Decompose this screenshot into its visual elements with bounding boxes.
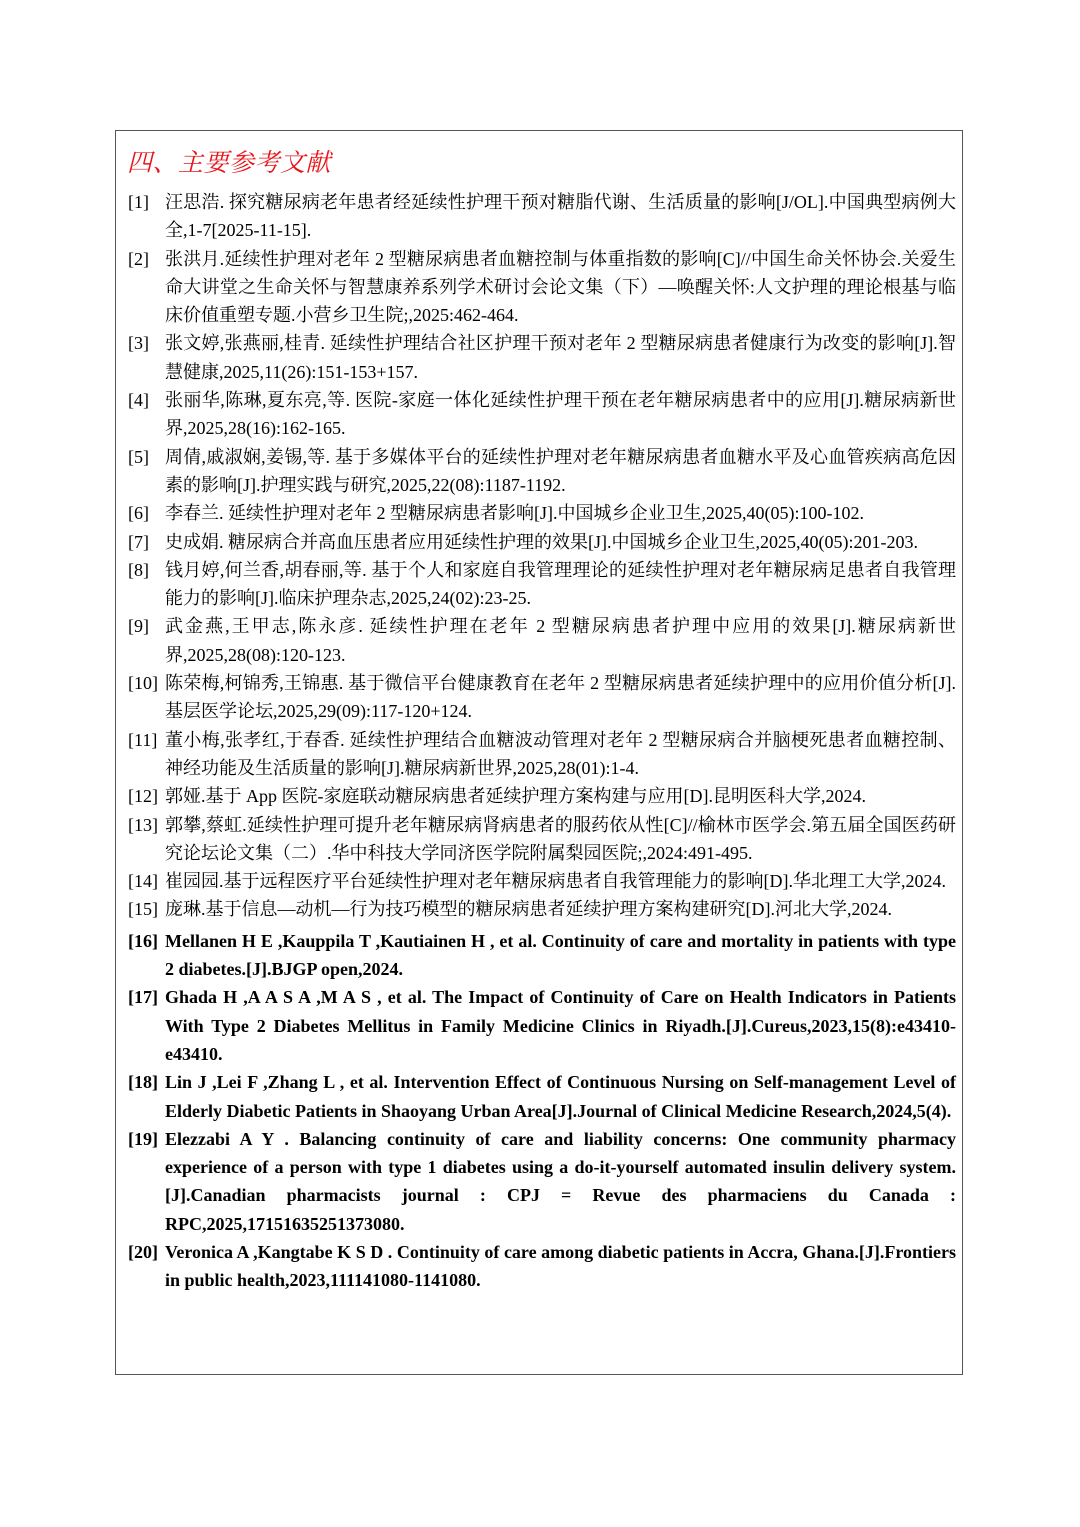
section-heading: 四、主要参考文献 bbox=[127, 150, 332, 177]
reference-item bbox=[128, 1125, 956, 1238]
reference-item bbox=[128, 386, 956, 443]
reference-number: [18] bbox=[128, 1072, 158, 1093]
reference-text: 陈荣梅,柯锦秀,王锦惠. 基于微信平台健康教育在老年 2 型糖尿病患者延续护理中的应用价值分析[J].基层医学论坛,2025,29(09):117-120+124. bbox=[165, 673, 956, 722]
reference-number: [14] bbox=[128, 871, 158, 892]
reference-text: 钱月婷,何兰香,胡春丽,等. 基于个人和家庭自我管理理论的延续性护理对老年糖尿病足患者自我管理能力的影响[J].临床护理杂志,2025,24(02):23-25. bbox=[165, 559, 956, 609]
reference-list bbox=[128, 188, 956, 1295]
reference-text: 张丽华,陈琳,夏东亮,等. 医院-家庭一体化延续性护理干预在老年糖尿病患者中的应用[J].糖尿病新世界,2025,28(16):162-165. bbox=[165, 390, 956, 439]
reference-text: Ghada H ,A A S A ,M A S , et al. The Impact of Continuity of Care on Health Indicators in Patients With Type 2 Diabetes Mellitus in Family Medicine Clinics in Riyadh.[J].Cureus,2023,15(8):e43410-e43410. bbox=[165, 987, 956, 1064]
reference-item bbox=[128, 811, 956, 868]
reference-text: 郭攀,蔡虹.延续性护理可提升老年糖尿病肾病患者的服药依从性[C]//榆林市医学会.第五届全国医药研究论坛论文集（二）.华中科技大学同济医学院附属梨园医院;,2024:491-495. bbox=[165, 814, 956, 863]
reference-item bbox=[128, 528, 956, 556]
reference-number: [7] bbox=[128, 531, 149, 552]
reference-number: [6] bbox=[128, 503, 149, 524]
reference-number: [15] bbox=[128, 899, 158, 920]
reference-text: Lin J ,Lei F ,Zhang L , et al. Intervention Effect of Continuous Nursing on Self-management Level of Elderly Diabetic Patients in Shaoyang Urban Area[J].Journal of Clinical Medicine Research,2024,5(4). bbox=[165, 1072, 956, 1121]
reference-number: [10] bbox=[128, 673, 158, 694]
reference-number: [2] bbox=[128, 248, 149, 269]
reference-text: 崔园园.基于远程医疗平台延续性护理对老年糖尿病患者自我管理能力的影响[D].华北理工大学,2024. bbox=[165, 871, 946, 892]
reference-number: [17] bbox=[128, 987, 158, 1008]
reference-number: [8] bbox=[128, 559, 149, 580]
reference-number: [1] bbox=[128, 192, 149, 212]
reference-item bbox=[128, 245, 956, 330]
reference-item bbox=[128, 556, 956, 613]
reference-text: 周倩,戚淑娴,姜锡,等. 基于多媒体平台的延续性护理对老年糖尿病患者血糖水平及心血管疾病高危因素的影响[J].护理实践与研究,2025,22(08):1187-1192. bbox=[165, 446, 956, 495]
reference-item bbox=[128, 782, 956, 810]
reference-text: Veronica A ,Kangtabe K S D . Continuity of care among diabetic patients in Accra, Ghana.[J].Frontiers in public health,2023,111141080-1141080. bbox=[165, 1241, 956, 1291]
reference-text: 武金燕,王甲志,陈永彦. 延续性护理在老年 2 型糖尿病患者护理中应用的效果[J].糖尿病新世界,2025,28(08):120-123. bbox=[165, 616, 956, 665]
reference-number: [13] bbox=[128, 814, 158, 835]
references-section bbox=[115, 130, 963, 1375]
reference-text: 庞琳.基于信息—动机—行为技巧模型的糖尿病患者延续护理方案构建研究[D].河北大学,2024. bbox=[165, 899, 892, 920]
reference-item bbox=[128, 867, 956, 895]
reference-item bbox=[128, 499, 956, 527]
reference-number: [12] bbox=[128, 786, 158, 807]
reference-number: [16] bbox=[128, 930, 158, 951]
reference-text: 汪思浩. 探究糖尿病老年患者经延续性护理干预对糖脂代谢、生活质量的影响[J/OL].中国典型病例大全,1-7[2025-11-15]. bbox=[165, 192, 956, 241]
reference-item bbox=[128, 188, 956, 245]
reference-text: 张洪月.延续性护理对老年 2 型糖尿病患者血糖控制与体重指数的影响[C]//中国生命关怀协会.关爱生命大讲堂之生命关怀与智慧康养系列学术研讨会论文集（下）—唤醒关怀:人文护理的理论根基与临床价值重塑专题.小营乡卫生院;,2025:462-464. bbox=[165, 248, 956, 326]
reference-item bbox=[128, 927, 956, 984]
reference-item bbox=[128, 329, 956, 386]
reference-item bbox=[128, 726, 956, 783]
reference-text: 董小梅,张孝红,于春香. 延续性护理结合血糖波动管理对老年 2 型糖尿病合并脑梗死患者血糖控制、神经功能及生活质量的影响[J].糖尿病新世界,2025,28(01):1-4. bbox=[165, 729, 956, 778]
reference-item bbox=[128, 895, 956, 923]
reference-number: [11] bbox=[128, 729, 158, 750]
reference-item bbox=[128, 443, 956, 500]
reference-text: 史成娟. 糖尿病合并高血压患者应用延续性护理的效果[J].中国城乡企业卫生,2025,40(05):201-203. bbox=[165, 531, 918, 552]
reference-number: [3] bbox=[128, 333, 149, 354]
reference-number: [20] bbox=[128, 1241, 158, 1262]
reference-item bbox=[128, 612, 956, 669]
reference-text: Elezzabi A Y . Balancing continuity of care and liability concerns: One community pharmacy experience of a person with type 1 diabetes using a do-it-yourself automated insulin delivery system.[J].Canadian pharmacists journal : CPJ = Revue des pharmaciens du Canada : RPC,2025,17151635251373080. bbox=[165, 1128, 956, 1234]
reference-number: [5] bbox=[128, 446, 149, 467]
reference-number: [9] bbox=[128, 616, 149, 637]
reference-text: 张文婷,张燕丽,桂青. 延续性护理结合社区护理干预对老年 2 型糖尿病患者健康行为改变的影响[J].智慧健康,2025,11(26):151-153+157. bbox=[165, 333, 956, 382]
reference-item bbox=[128, 983, 956, 1068]
reference-number: [19] bbox=[128, 1128, 158, 1149]
reference-text: 郭娅.基于 App 医院-家庭联动糖尿病患者延续护理方案构建与应用[D].昆明医科大学,2024. bbox=[165, 786, 866, 807]
reference-text: Mellanen H E ,Kauppila T ,Kautiainen H , et al. Continuity of care and mortality in patients with type 2 diabetes.[J].BJGP open,2024. bbox=[165, 930, 956, 980]
reference-item bbox=[128, 1238, 956, 1295]
reference-item bbox=[128, 1068, 956, 1125]
reference-number: [4] bbox=[128, 390, 149, 411]
reference-text: 李春兰. 延续性护理对老年 2 型糖尿病患者影响[J].中国城乡企业卫生,2025,40(05):100-102. bbox=[165, 503, 864, 524]
reference-item bbox=[128, 669, 956, 726]
